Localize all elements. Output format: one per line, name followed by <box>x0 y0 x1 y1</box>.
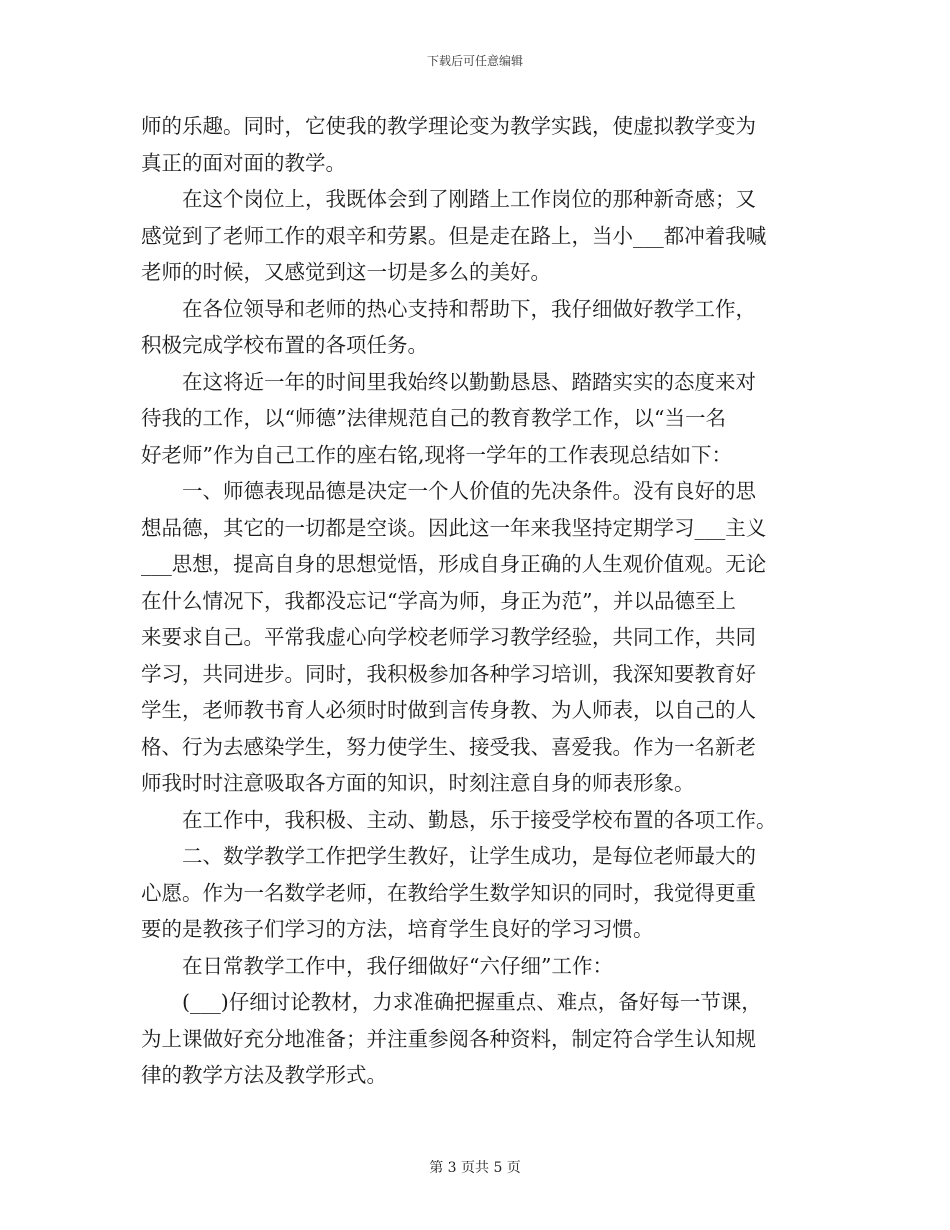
text-line: 在日常教学工作中，我仔细做好“六仔细”工作： <box>182 953 613 978</box>
text-line: 积极完成学校布置的各项任务。 <box>141 333 428 357</box>
paragraph-section-2 <box>141 838 813 948</box>
paragraph <box>141 181 813 291</box>
text-line: 师我时时注意吸取各方面的知识，时刻注意自身的师表形象。 <box>141 771 695 795</box>
paragraph <box>141 291 813 364</box>
text-line: 律的教学方法及教学形式。 <box>141 1063 387 1087</box>
paragraph-continuation <box>141 108 813 181</box>
text-line: 来要求自己。平常我虚心向学校老师学习教学经验，共同工作，共同 <box>141 625 756 649</box>
text-line: 师的乐趣。同时，它使我的教学理论变为教学实践，使虚拟教学变为 <box>141 114 756 138</box>
text-line: 学习，共同进步。同时，我积极参加各种学习培训，我深知要教育好 <box>141 661 756 686</box>
document-body <box>141 108 813 1094</box>
text-line: 在各位领导和老师的热心支持和帮助下，我仔细做好教学工作， <box>182 296 756 321</box>
text-line: 在这个岗位上，我既体会到了刚踏上工作岗位的那种新奇感；又 <box>182 187 756 211</box>
text-line: 心愿。作为一名数学老师，在教给学生数学知识的同时，我觉得更重 <box>141 880 756 905</box>
text-line: (___)仔细讨论教材，力求准确把握重点、难点，备好每一节课， <box>182 990 762 1014</box>
text-line: 真正的面对面的教学。 <box>141 150 346 175</box>
text-line: ___思想，提高自身的思想觉悟，形成自身正确的人生观价值观。无论 <box>141 552 767 576</box>
paragraph <box>141 802 813 839</box>
text-line: 待我的工作，以“师德”法律规范自己的教育教学工作，以“当一名 <box>141 406 726 430</box>
text-line: 老师的时候，又感觉到这一切是多么的美好。 <box>141 260 551 284</box>
text-line: 在工作中，我积极、主动、勤恳，乐于接受学校布置的各项工作。 <box>182 807 777 832</box>
text-line: 要的是教孩子们学习的方法，培育学生良好的学习习惯。 <box>141 917 654 941</box>
text-line: 好老师”作为自己工作的座右铭,现将一学年的工作表现总结如下： <box>141 442 732 467</box>
text-line: 学生，老师教书育人必须时时做到言传身教、为人师表，以自己的人 <box>141 698 756 722</box>
paragraph-section-1 <box>141 473 813 802</box>
paragraph <box>141 948 813 985</box>
text-line: 在这将近一年的时间里我始终以勤勤恳恳、踏踏实实的态度来对 <box>182 369 756 394</box>
page-header: 下载后可任意编辑 <box>426 54 523 68</box>
page-number: 第 3 页共 5 页 <box>429 1160 521 1176</box>
text-line: 为上课做好充分地准备；并注重参阅各种资料，制定符合学生认知规 <box>141 1026 756 1051</box>
paragraph-list-item <box>141 984 813 1094</box>
text-line: 二、数学教学工作把学生教好，让学生成功，是每位老师最大的 <box>182 844 756 868</box>
text-line: 想品德，其它的一切都是空谈。因此这一年来我坚持定期学习___主义 <box>141 515 767 540</box>
paragraph <box>141 364 813 474</box>
text-line: 在什么情况下，我都没忘记“学高为师，身正为范”，并以品德至上 <box>141 588 736 613</box>
text-line: 一、师德表现品德是决定一个人价值的先决条件。没有良好的思 <box>182 479 756 503</box>
text-line: 格、行为去感染学生，努力使学生、接受我、喜爱我。作为一名新老 <box>141 734 756 759</box>
text-line: 感觉到了老师工作的艰辛和劳累。但是走在路上，当小___都冲着我喊 <box>141 223 767 248</box>
